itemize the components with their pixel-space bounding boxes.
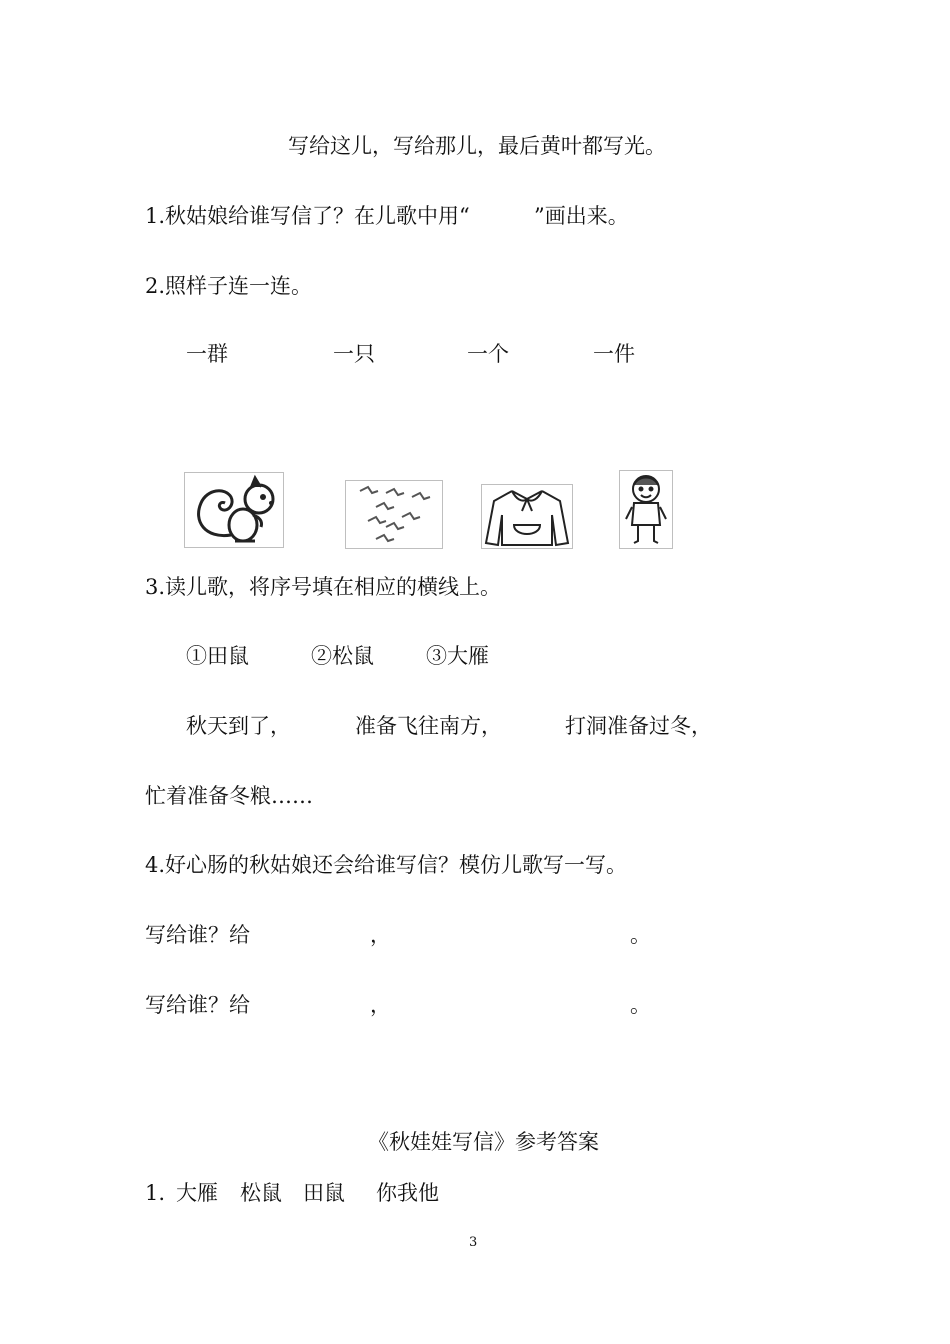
option-2: ②松鼠	[311, 644, 374, 668]
answer-key-title: 《秋娃娃写信》参考答案	[368, 1130, 599, 1154]
poem-last-line: 写给这儿，写给那儿，最后黄叶都写光。	[288, 134, 666, 158]
question-1-text-start: 1.秋姑娘给谁写信了？在儿歌中用“	[145, 204, 470, 228]
measure-word-1: 一群	[186, 342, 228, 366]
fill-row-1-prefix: 写给谁？给	[145, 923, 250, 947]
answer-1-item-1: 大雁	[176, 1181, 218, 1205]
sentence-part-2: 准备飞往南方，	[355, 714, 502, 738]
answer-1-number: 1.	[145, 1181, 166, 1205]
jacket-icon	[481, 484, 573, 549]
fill-row-1-comma: ，	[370, 923, 391, 947]
child-icon	[619, 470, 673, 549]
sentence-part-3: 打洞准备过冬，	[565, 714, 712, 738]
geese-icon	[345, 480, 443, 549]
answer-1-item-4: 你我他	[376, 1181, 439, 1205]
option-1: ①田鼠	[186, 644, 249, 668]
page-number: 3	[469, 1235, 478, 1250]
fill-row-1-period: 。	[630, 923, 651, 947]
measure-word-2: 一只	[333, 342, 375, 366]
fill-row-2-prefix: 写给谁？给	[145, 993, 250, 1017]
sentence-part-4: 忙着准备冬粮……	[145, 784, 313, 808]
squirrel-icon	[184, 472, 284, 548]
sentence-part-1: 秋天到了，	[186, 714, 291, 738]
question-1-text-end: ”画出来。	[534, 204, 629, 228]
measure-word-3: 一个	[467, 342, 509, 366]
answer-1-item-2: 松鼠	[240, 1181, 282, 1205]
fill-row-2-period: 。	[630, 993, 651, 1017]
measure-word-4: 一件	[593, 342, 635, 366]
option-3: ③大雁	[426, 644, 489, 668]
question-4-title: 4.好心肠的秋姑娘还会给谁写信？模仿儿歌写一写。	[145, 853, 628, 877]
fill-row-2-comma: ，	[370, 993, 391, 1017]
question-2-title: 2.照样子连一连。	[145, 274, 313, 298]
answer-1-item-3: 田鼠	[303, 1181, 345, 1205]
question-3-title: 3.读儿歌，将序号填在相应的横线上。	[145, 575, 502, 599]
